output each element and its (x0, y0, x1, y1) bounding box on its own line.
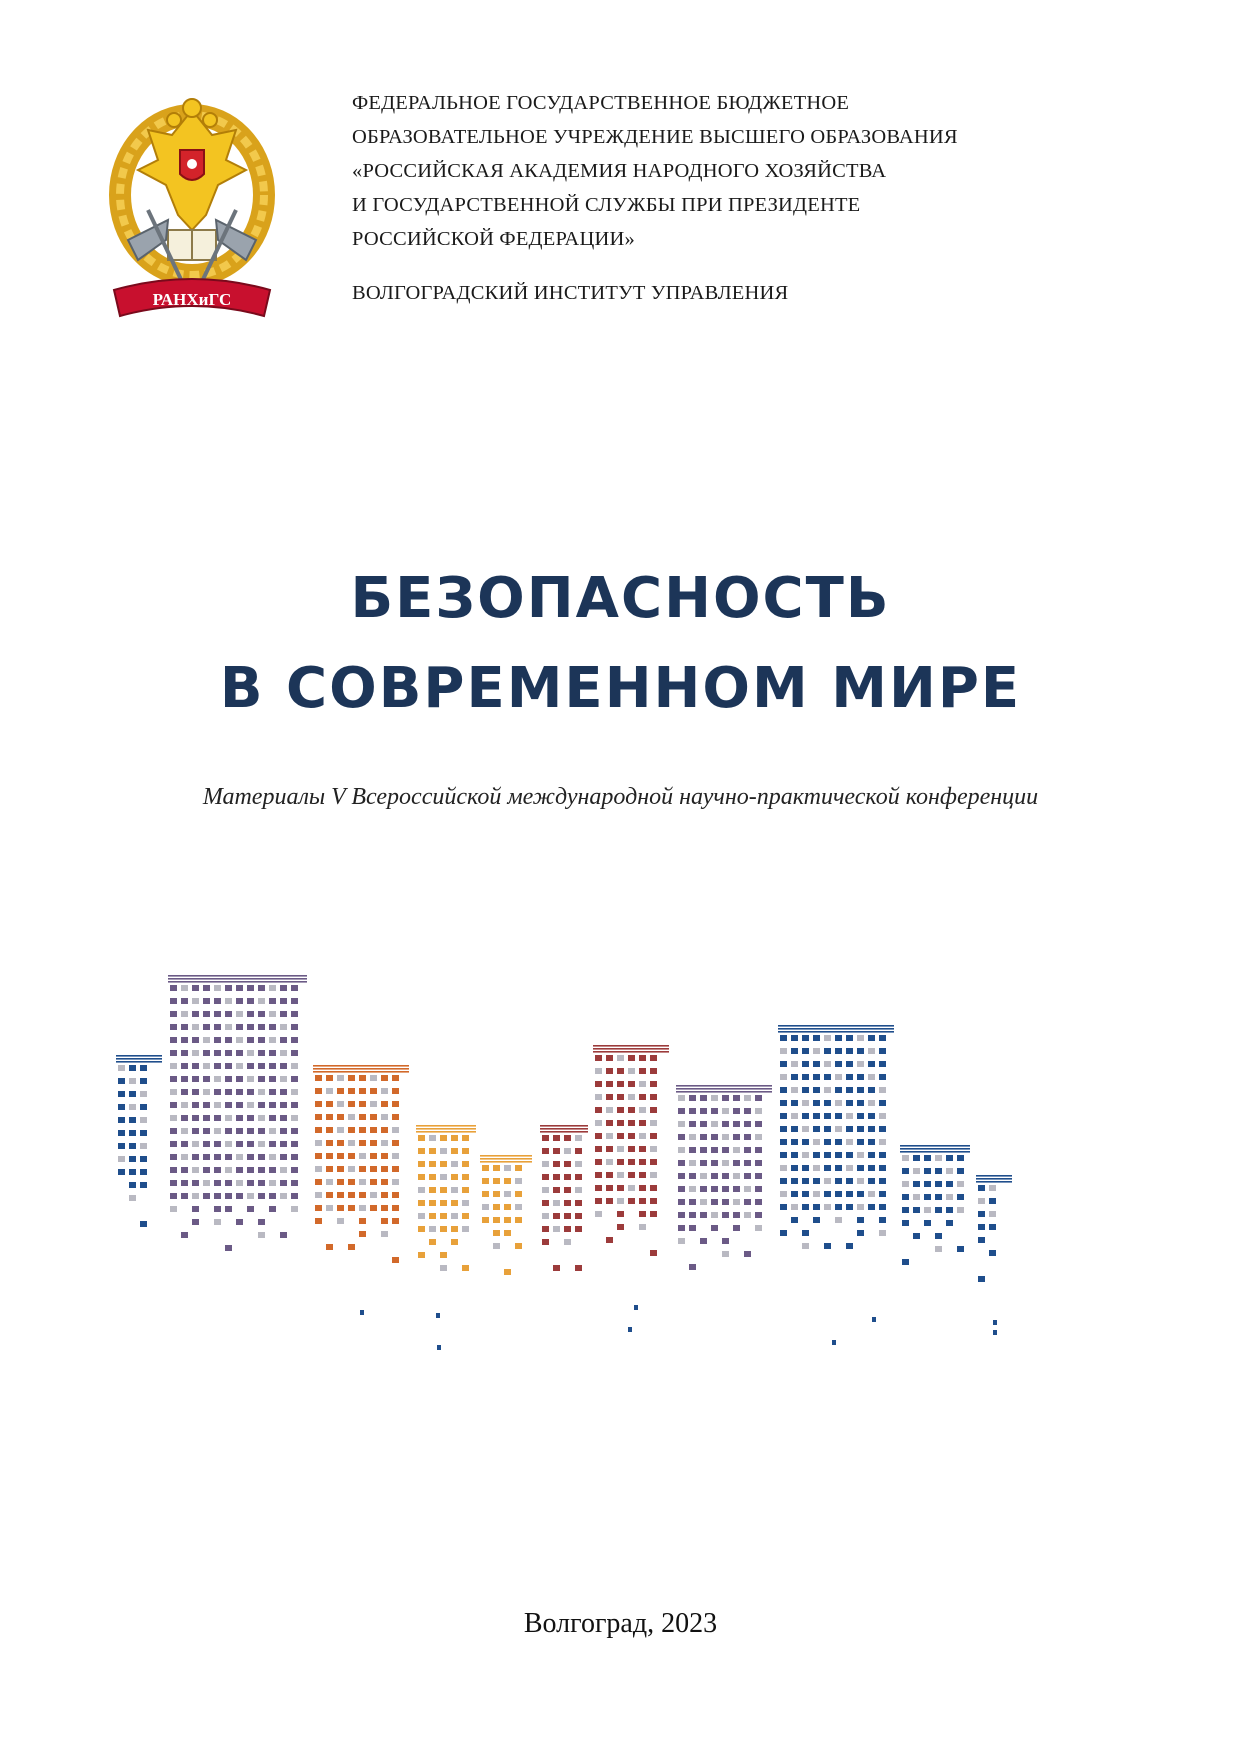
building (778, 1025, 894, 1249)
title-line-2: В СОВРЕМЕННОМ МИРЕ (219, 656, 1022, 721)
reflection-dot (437, 1345, 441, 1350)
building (593, 1045, 669, 1256)
ranepa-emblem-icon (108, 90, 276, 330)
reflection-dot (436, 1313, 440, 1318)
organization-name (352, 86, 1072, 256)
organization-line: «РОССИЙСКАЯ АКАДЕМИЯ НАРОДНОГО ХОЗЯЙСТВА (352, 160, 887, 182)
reflection-dot (634, 1305, 638, 1310)
building (480, 1155, 532, 1275)
reflection-dot (628, 1327, 632, 1332)
subtitle: Материалы V Всероссийской международной научно-практической конференции (202, 784, 1039, 810)
organization-line: ОБРАЗОВАТЕЛЬНОЕ УЧРЕЖДЕНИЕ ВЫСШЕГО ОБРАЗОВАНИЯ (352, 126, 958, 148)
building (116, 1055, 162, 1227)
city-skyline-illustration (110, 955, 1140, 1470)
organization-line: И ГОСУДАРСТВЕННОЙ СЛУЖБЫ ПРИ ПРЕЗИДЕНТЕ (352, 194, 861, 216)
title-line-1: БЕЗОПАСНОСТЬ (350, 566, 891, 631)
building (676, 1085, 772, 1270)
place-and-year: Волгоград, 2023 (523, 1608, 718, 1639)
organization-line: РОССИЙСКОЙ ФЕДЕРАЦИИ» (352, 228, 635, 250)
building (168, 975, 307, 1251)
building (900, 1145, 970, 1265)
reflection-dot (993, 1330, 997, 1335)
building (976, 1175, 1012, 1282)
building (540, 1125, 588, 1271)
organization-line: ФЕДЕРАЛЬНОЕ ГОСУДАРСТВЕННОЕ БЮДЖЕТНОЕ (352, 92, 850, 114)
reflection-dot (360, 1310, 364, 1315)
reflection-dot (993, 1320, 997, 1325)
reflection-dot (832, 1340, 836, 1345)
institute-name: ВОЛГОГРАДСКИЙ ИНСТИТУТ УПРАВЛЕНИЯ (352, 282, 789, 304)
building (416, 1125, 476, 1271)
reflection-dot (872, 1317, 876, 1322)
building (313, 1065, 409, 1263)
emblem-ribbon-text: РАНХиГС (152, 290, 232, 309)
